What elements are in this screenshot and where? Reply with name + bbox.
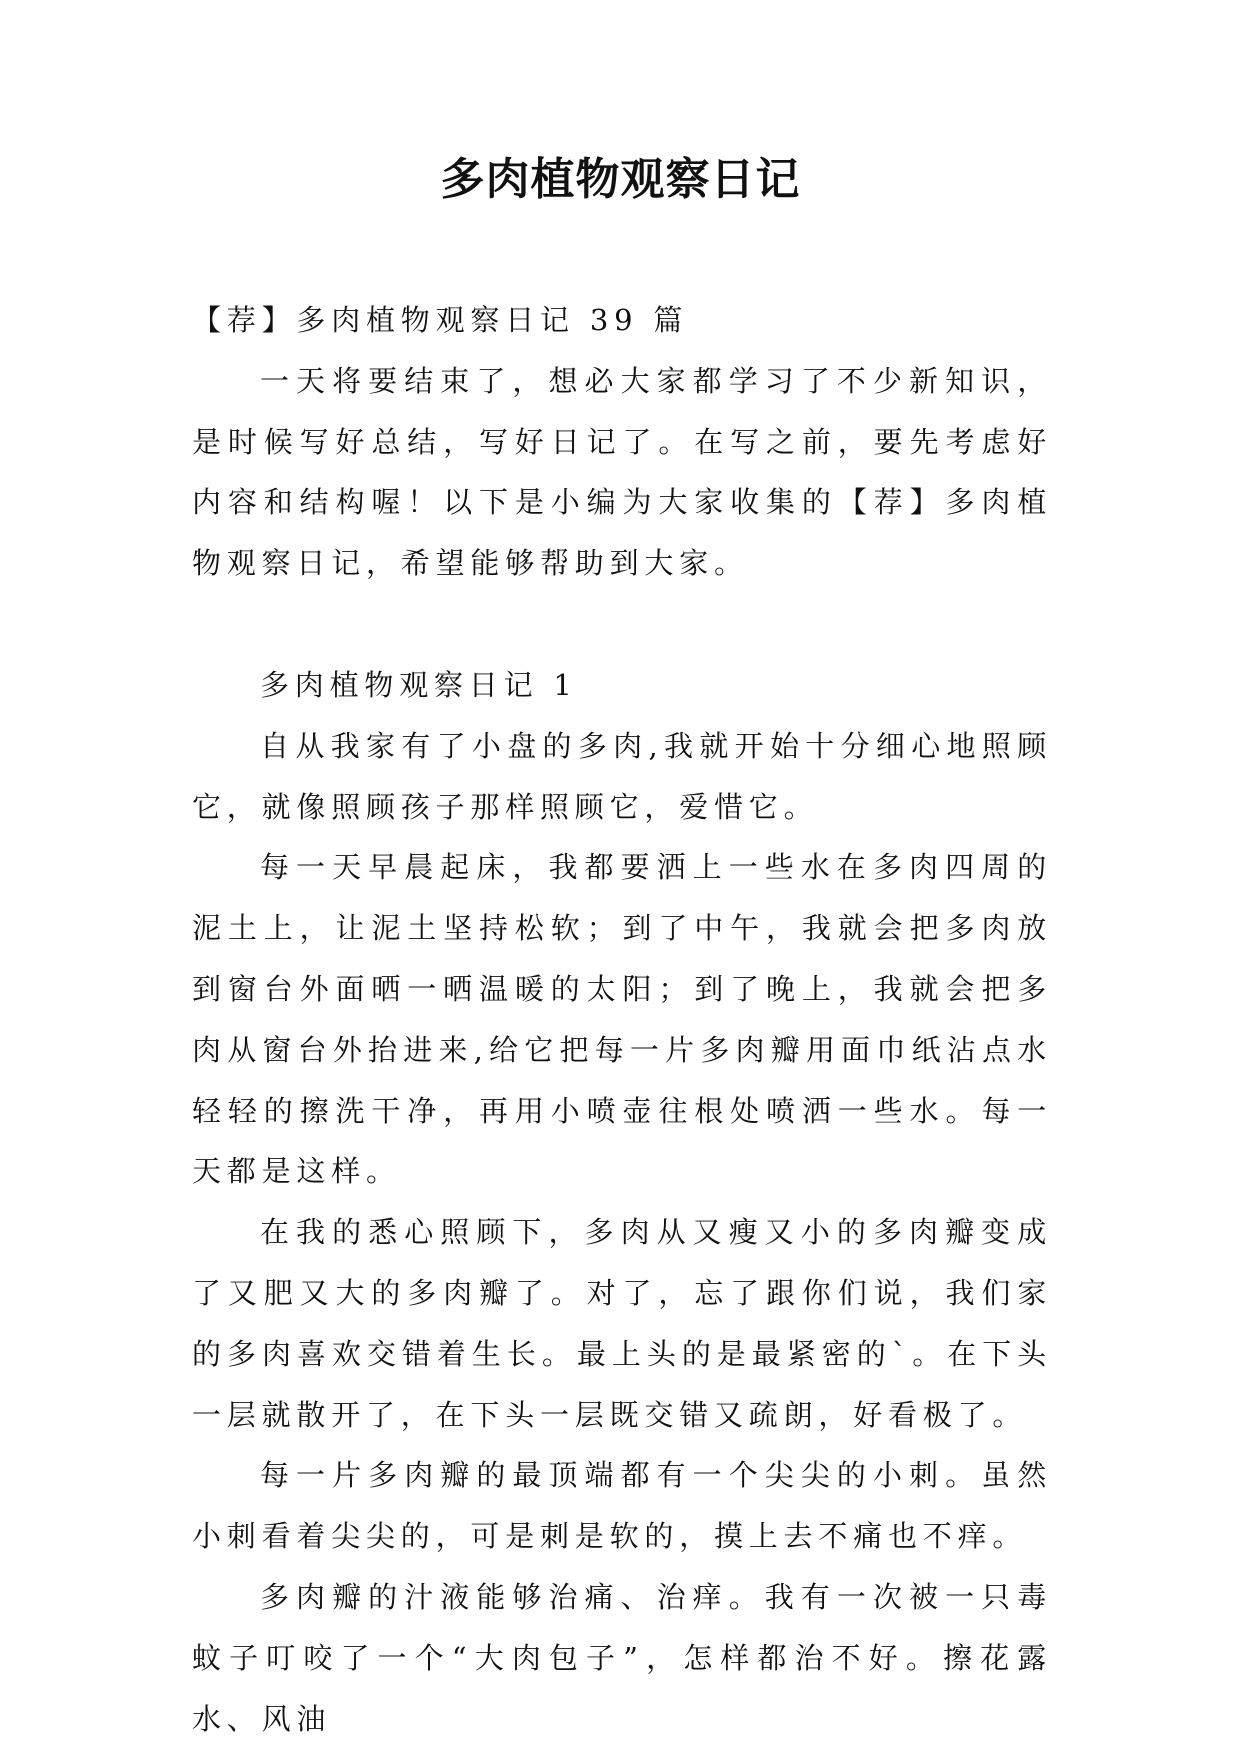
document-body bbox=[192, 290, 1052, 1749]
section-heading: 多肉植物观察日记 1 bbox=[260, 667, 578, 702]
body-paragraph: 多肉瓣的汁液能够治痛、治痒。我有一次被一只毒蚊子叮咬了一个“大肉包子”，怎样都治不好。擦花露水、风油 bbox=[192, 1579, 1052, 1736]
intro-paragraph: 一天将要结束了，想必大家都学习了不少新知识，是时候写好总结，写好日记了。在写之前，要先考虑好内容和结构喔！以下是小编为大家收集的【荐】多肉植物观察日记，希望能够帮助到大家。 bbox=[192, 363, 1052, 581]
paragraph-spacer bbox=[192, 594, 1052, 655]
body-paragraph: 每一天早晨起床，我都要洒上一些水在多肉四周的泥土上，让泥土坚持松软；到了中午，我就会把多肉放到窗台外面晒一晒温暖的太阳；到了晚上，我就会把多肉从窗台外抬进来,给它把每一片多肉瓣用面巾纸沾点水轻轻的擦洗干净，再用小喷壶往根处喷洒一些水。每一天都是这样。 bbox=[192, 850, 1052, 1189]
body-paragraph: 自从我家有了小盘的多肉,我就开始十分细心地照顾它，就像照顾孩子那样照顾它，爱惜它。 bbox=[192, 728, 1052, 824]
document-title: 多肉植物观察日记 bbox=[440, 154, 801, 205]
body-paragraph: 每一片多肉瓣的最顶端都有一个尖尖的小刺。虽然小刺看着尖尖的，可是刺是软的，摸上去不痛也不痒。 bbox=[192, 1458, 1052, 1554]
document-subtitle: 【荐】多肉植物观察日记 39 篇 bbox=[192, 303, 689, 337]
body-paragraph: 在我的悉心照顾下，多肉从又瘦又小的多肉瓣变成了又肥又大的多肉瓣了。对了，忘了跟你们说，我们家的多肉喜欢交错着生长。最上头的是最紧密的`。在下头一层就散开了，在下头一层既交错又疏朗，好看极了。 bbox=[192, 1215, 1052, 1432]
